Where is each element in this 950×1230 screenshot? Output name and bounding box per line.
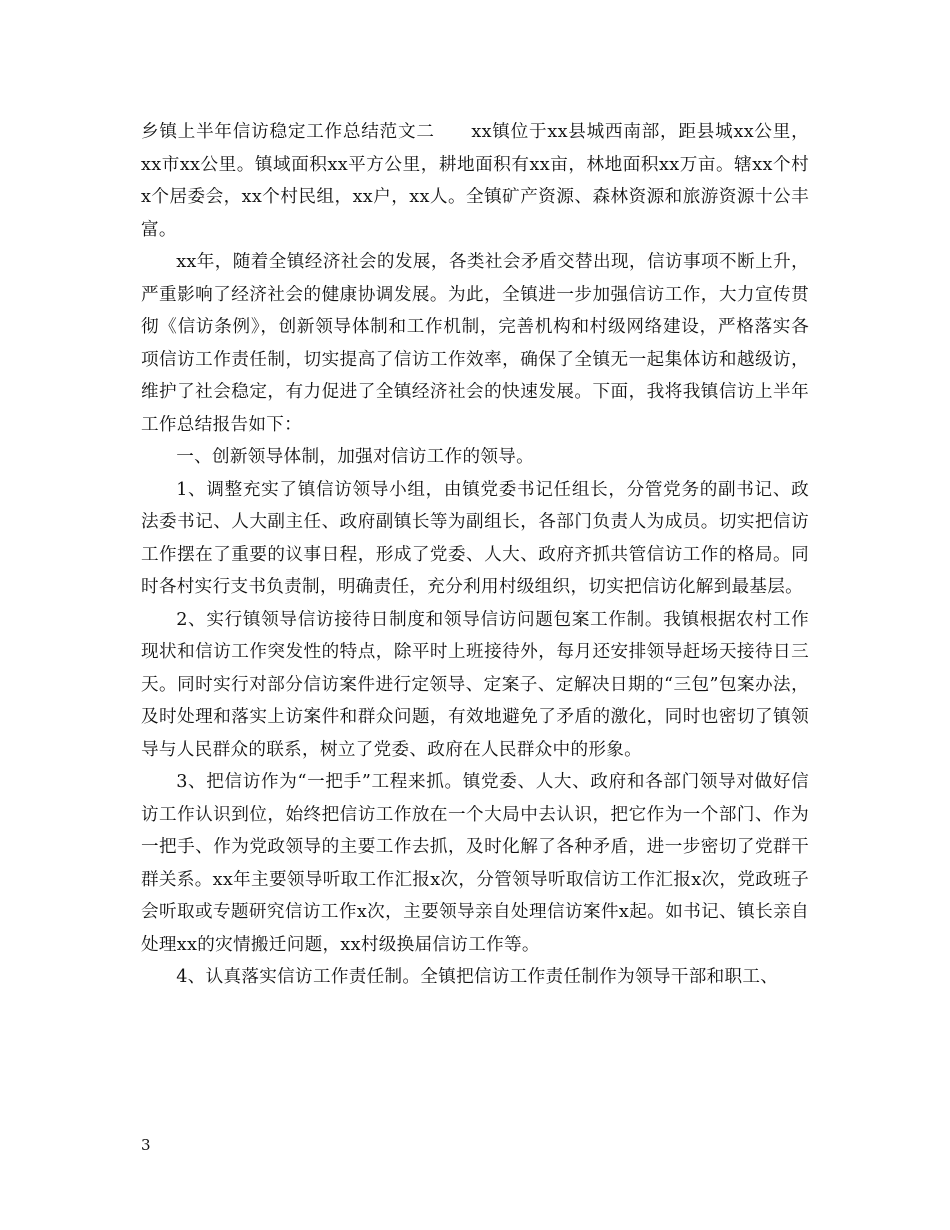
paragraph-item-4: 4、认真落实信访工作责任制。全镇把信访工作责任制作为领导干部和职工、 bbox=[176, 967, 779, 987]
paragraph-item-3: 3、把信访作为“一把手”工程来抓。镇党委、人大、政府和各部门领导对做好信访工作认识到位，始终把信访工作放在一个大局中去认识，把它作为一个部门、作为一把手、作为党政领导的主要工作去抓，及时化解了各种矛盾，进一步密切了党群干群关系。xx年主要领导听取工作汇报x次，分管领导听取信访工作汇报x次，党政班子会听取或专题研究信访工作x次，主要领导亲自处理信访案件x起。如书记、镇长亲自处理xx的灾情搬迁问题，xx村级换届信访工作等。 bbox=[141, 772, 809, 955]
section-heading-1: 一、创新领导体制，加强对信访工作的领导。 bbox=[176, 447, 535, 467]
paragraph-background: xx年，随着全镇经济社会的发展，各类社会矛盾交替出现，信访事项不断上升，严重影响了经济社会的健康协调发展。为此，全镇进一步加强信访工作，大力宣传贯彻《信访条例》，创新领导体制和工作机制，完善机构和村级网络建设，严格落实各项信访工作责任制，切实提高了信访工作效率，确保了全镇无一起集体访和越级访，维护了社会稳定，有力促进了全镇经济社会的快速发展。下面，我将我镇信访上半年工作总结报告如下： bbox=[141, 252, 809, 435]
paragraph-item-2: 2、实行镇领导信访接待日制度和领导信访问题包案工作制。我镇根据农村工作现状和信访工作突发性的特点，除平时上班接待外，每月还安排领导赶场天接待日三天。同时实行对部分信访案件进行定领导、定案子、定解决日期的“三包”包案办法，及时处理和落实上访案件和群众问题，有效地避免了矛盾的激化，同时也密切了镇领导与人民群众的联系，树立了党委、政府在人民群众中的形象。 bbox=[141, 609, 809, 760]
paragraph-item-1: 1、调整充实了镇信访领导小组，由镇党委书记任组长，分管党务的副书记、政法委书记、人大副主任、政府副镇长等为副组长，各部门负责人为成员。切实把信访工作摆在了重要的议事日程，形成了党委、人大、政府齐抓共管信访工作的格局。同时各村实行支书负责制，明确责任，充分利用村级组织，切实把信访化解到最基层。 bbox=[141, 479, 809, 597]
page-number: 3 bbox=[141, 1136, 151, 1154]
document-body bbox=[141, 116, 809, 994]
paragraph-title-intro: 乡镇上半年信访稳定工作总结范文二 xx镇位于xx县城西南部，距县城xx公里，xx市xx公里。镇域面积xx平方公里，耕地面积有xx亩，林地面积xx万亩。辖xx个村x个居委会，xx个村民组，xx户，xx人。全镇矿产资源、森林资源和旅游资源十公丰富。 bbox=[141, 122, 809, 240]
